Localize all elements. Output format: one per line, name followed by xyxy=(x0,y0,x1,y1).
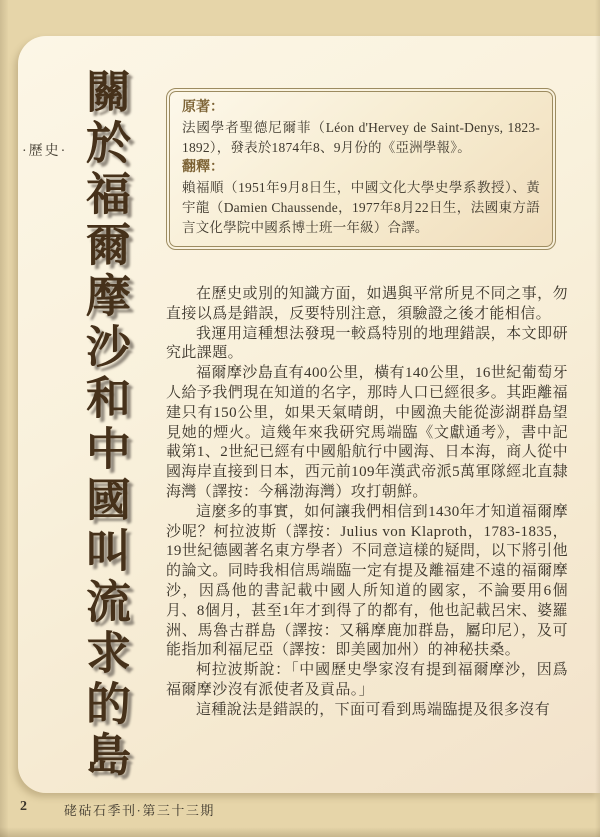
article-title-vertical: 關於福爾摩沙和中國叫流求的島 xyxy=(78,68,131,782)
translator-text: 賴福順（1951年9月8日生，中國文化大學史學系教授）、黃宇龍（Damien Chaussende，1977年8月22日生，法國東方語言文化學院中國系博士班一年級）合譯。 xyxy=(182,180,540,235)
scan-edge-bottom xyxy=(0,827,600,837)
body-paragraph: 我運用這種想法發現一較爲特別的地理錯誤，本文即研究此課題。 xyxy=(166,325,568,362)
scan-edge-left xyxy=(0,0,8,837)
category-label: ·歷史· xyxy=(22,144,68,159)
credits-box-inner xyxy=(169,91,553,247)
original-author-text: 法國學者聖德尼爾菲（Léon d'Hervey de Saint-Denys, 1823-1892），發表於1874年8、9月份的《亞洲學報》。 xyxy=(182,120,540,155)
article-body xyxy=(166,285,568,721)
body-paragraph: 福爾摩沙島直有400公里，橫有140公里，16世紀葡萄牙人給予我們現在知道的名字，那時人口已經很多。其距離福建只有150公里，如果天氣晴朗，中國漁夫能從澎湖群島望見她的煙火。這幾年來我研究馬端臨《文獻通考》，書中記載第1、2世紀已經有中國船航行中國海、日本海，商人從中國海岸直接到日本，西元前109年漢武帝派5萬軍隊經北直隸海灣（譯按：今稱渤海灣）攻打朝鮮。 xyxy=(166,365,568,500)
journal-title: 硓𥑮石季刊·第三十三期 xyxy=(64,803,215,818)
body-paragraph: 在歷史或別的知識方面，如遇與平常所見不同之事，勿直接以爲是錯誤，反要特別注意，須驗證之後才能相信。 xyxy=(166,286,568,322)
body-paragraph: 這種說法是錯誤的，下面可看到馬端臨提及很多沒有 xyxy=(196,701,551,718)
body-paragraph: 這麼多的事實，如何讓我們相信到1430年才知道福爾摩沙呢？柯拉波斯（譯按：Julius von Klaproth，1783-1835，19世紀德國著名東方學者）不同意這樣的疑問，以下將引他的論文。同時我相信馬端臨一定有提及離福建不遠的福爾摩沙，因爲他的書記載中國人所知道的國家，不論要用6個月、8個月，甚至1年才到得了的都有，他也記載呂宋、婆羅洲、馬魯古群島（譯按：又稱摩鹿加群島，屬印尼），及可能指加利福尼亞（譯按：即美國加州）的神秘扶桑。 xyxy=(166,503,568,659)
credits-box xyxy=(166,88,556,250)
translator-label: 翻釋： xyxy=(182,160,224,175)
body-paragraph: 柯拉波斯說：「中國歷史學家沒有提到福爾摩沙，因爲福爾摩沙沒有派使者及貢品。」 xyxy=(166,662,568,698)
original-author-label: 原著： xyxy=(182,100,224,115)
scan-edge-right xyxy=(595,0,600,837)
page-footer xyxy=(0,799,600,823)
page-number: 2 xyxy=(20,799,27,814)
